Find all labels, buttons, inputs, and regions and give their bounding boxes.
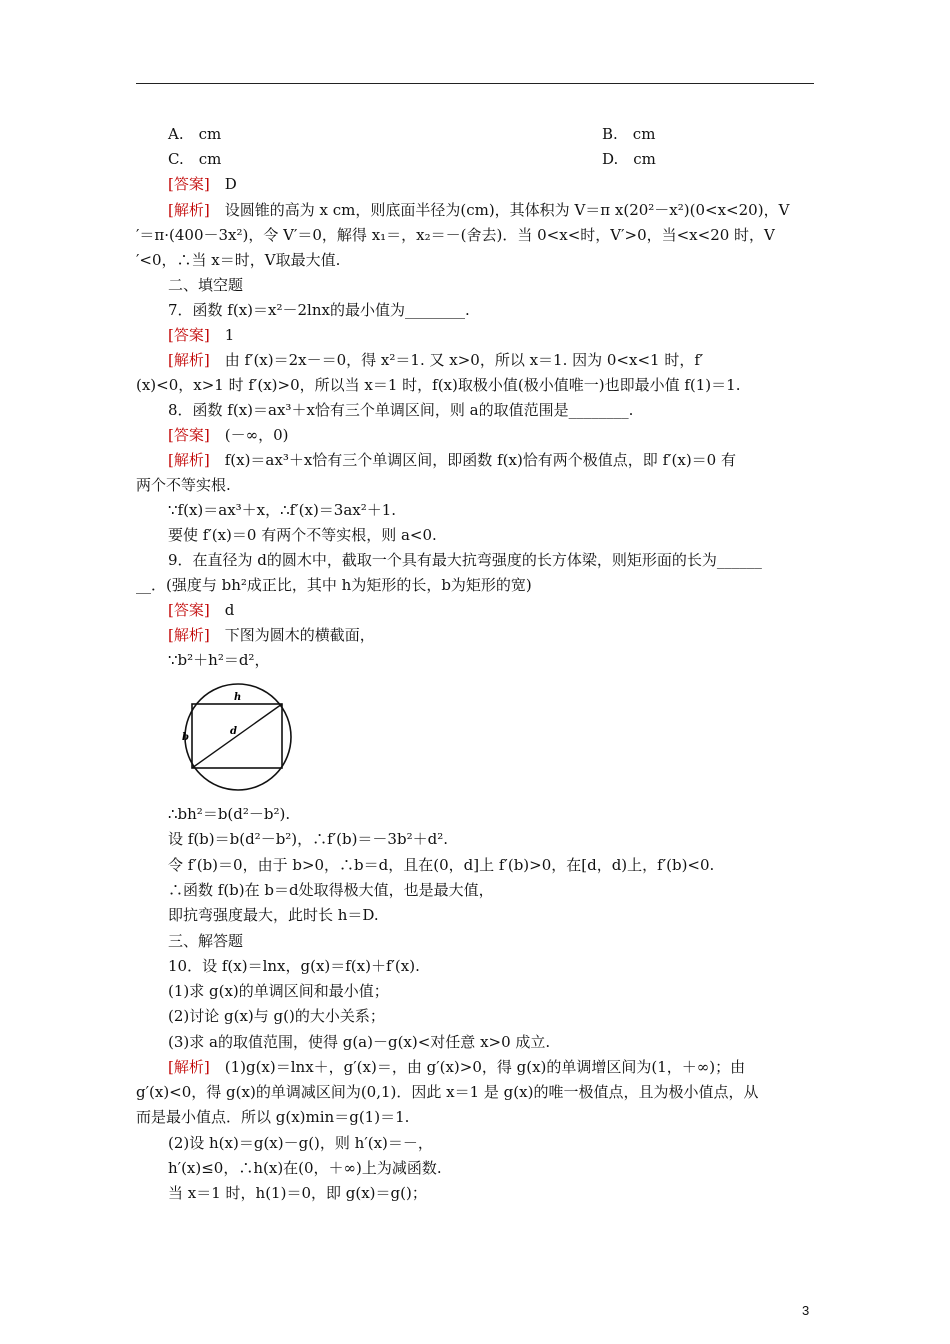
sub-question-3: (3)求 a的取值范围，使得 g(a)－g(x)<对任意 x>0 成立.	[168, 1033, 551, 1051]
question-9: 9．在直径为 d的圆木中，截取一个具有最大抗弯强度的长方体梁，则矩形面的长为______	[168, 551, 762, 569]
text-line: ′<0，∴当 x＝时，V取最大值.	[136, 251, 341, 269]
text-line: 当 x＝1 时，h(1)＝0，即 g(x)＝g()；	[168, 1184, 427, 1202]
text-line: 令 f′(b)＝0，由于 b>0，∴b＝d，且在(0，d]上 f′(b)>0，在[d，d)上，f′(b)<0.	[168, 856, 715, 874]
page-number: 3	[802, 1303, 810, 1318]
text-line: ∴函数 f(b)在 b＝d处取得极大值，也是最大值，	[168, 881, 494, 899]
label-d: d	[230, 726, 237, 737]
option-a: A. cm	[168, 125, 222, 143]
question-7: 7．函数 f(x)＝x²－2lnx的最小值为________.	[168, 301, 470, 319]
text-line: ′＝π·(400－3x²)，令 V′＝0，解得 x₁＝，x₂＝－(舍去)．当 0<x<时，V′>0，当<x<20 时，V	[136, 226, 775, 244]
answer-line: [答案] 1	[168, 326, 235, 344]
sub-question-2: (2)讨论 g(x)与 g()的大小关系；	[168, 1007, 385, 1025]
option-row	[136, 149, 848, 169]
section-heading: 三、解答题	[168, 932, 244, 950]
question-8: 8．函数 f(x)＝ax³＋x恰有三个单调区间，则 a的取值范围是________.	[168, 401, 634, 419]
diagonal-line	[192, 704, 282, 768]
answer-tag: [答案]	[168, 601, 210, 619]
label-b: b	[182, 732, 189, 743]
text-line: 要使 f′(x)＝0 有两个不等实根，则 a<0.	[168, 526, 437, 544]
question-10: 10．设 f(x)＝lnx，g(x)＝f(x)＋f′(x).	[168, 957, 420, 975]
analysis-line: [解析] f(x)＝ax³＋x恰有三个单调区间，即函数 f(x)恰有两个极值点，即 f′(x)＝0 有	[168, 451, 736, 469]
text-line: (x)<0，x>1 时 f′(x)>0，所以当 x＝1 时，f(x)取极小值(极小值唯一)也即最小值 f(1)＝1.	[136, 376, 741, 394]
text-line: g′(x)<0，得 g(x)的单调减区间为(0,1)．因此 x＝1 是 g(x)的唯一极值点，且为极小值点，从	[136, 1083, 759, 1101]
label-h: h	[234, 692, 242, 703]
text-line: 两个不等实根.	[136, 476, 231, 494]
answer-tag: [答案]	[168, 326, 210, 344]
text-line: __．(强度与 bh²成正比，其中 h为矩形的长，b为矩形的宽)	[136, 576, 532, 594]
option-b: B. cm	[602, 125, 656, 143]
sub-question-1: (1)求 g(x)的单调区间和最小值；	[168, 982, 389, 1000]
option-row	[136, 124, 848, 144]
text-line: 即抗弯强度最大，此时长 h＝D.	[168, 906, 379, 924]
analysis-line: [解析] 下图为圆木的横截面，	[168, 626, 375, 644]
analysis-line: [解析] (1)g(x)＝lnx＋，g′(x)＝，由 g′(x)>0，得 g(x)的单调增区间为(1，＋∞)；由	[168, 1058, 746, 1076]
answer-tag: [答案]	[168, 426, 210, 444]
text-line: (2)设 h(x)＝g(x)－g()，则 h′(x)＝－，	[168, 1134, 433, 1152]
header-rule	[136, 83, 814, 84]
analysis-tag: [解析]	[168, 351, 210, 369]
analysis-tag: [解析]	[168, 626, 210, 644]
text-line: h′(x)≤0，∴h(x)在(0，＋∞)上为减函数.	[168, 1159, 442, 1177]
option-d: D. cm	[602, 150, 656, 168]
text-line: ∵f(x)＝ax³＋x，∴f′(x)＝3ax²＋1.	[168, 501, 397, 519]
section-heading: 二、填空题	[168, 276, 244, 294]
analysis-tag: [解析]	[168, 451, 210, 469]
analysis-line: [解析] 由 f′(x)＝2x－＝0，得 x²＝1. 又 x>0，所以 x＝1. 因为 0<x<1 时，f′	[168, 351, 704, 369]
answer-tag: [答案]	[168, 175, 210, 193]
analysis-line: [解析] 设圆锥的高为 x cm，则底面半径为(cm)，其体积为 V＝π x(20²－x²)(0<x<20)，V	[168, 201, 790, 219]
analysis-tag: [解析]	[168, 201, 210, 219]
text-line: ∴bh²＝b(d²－b²).	[168, 805, 291, 823]
analysis-tag: [解析]	[168, 1058, 210, 1076]
text-line: ∵b²＋h²＝d²，	[168, 651, 270, 669]
text-line: 设 f(b)＝b(d²－b²)，∴f′(b)＝－3b²＋d².	[168, 830, 448, 848]
answer-line: [答案] d	[168, 601, 235, 619]
log-cross-section-figure	[178, 682, 298, 792]
answer-line: [答案] D	[168, 175, 237, 193]
option-c: C. cm	[168, 150, 222, 168]
text-line: 而是最小值点．所以 g(x)min＝g(1)＝1.	[136, 1108, 410, 1126]
answer-line: [答案] (－∞，0)	[168, 426, 289, 444]
